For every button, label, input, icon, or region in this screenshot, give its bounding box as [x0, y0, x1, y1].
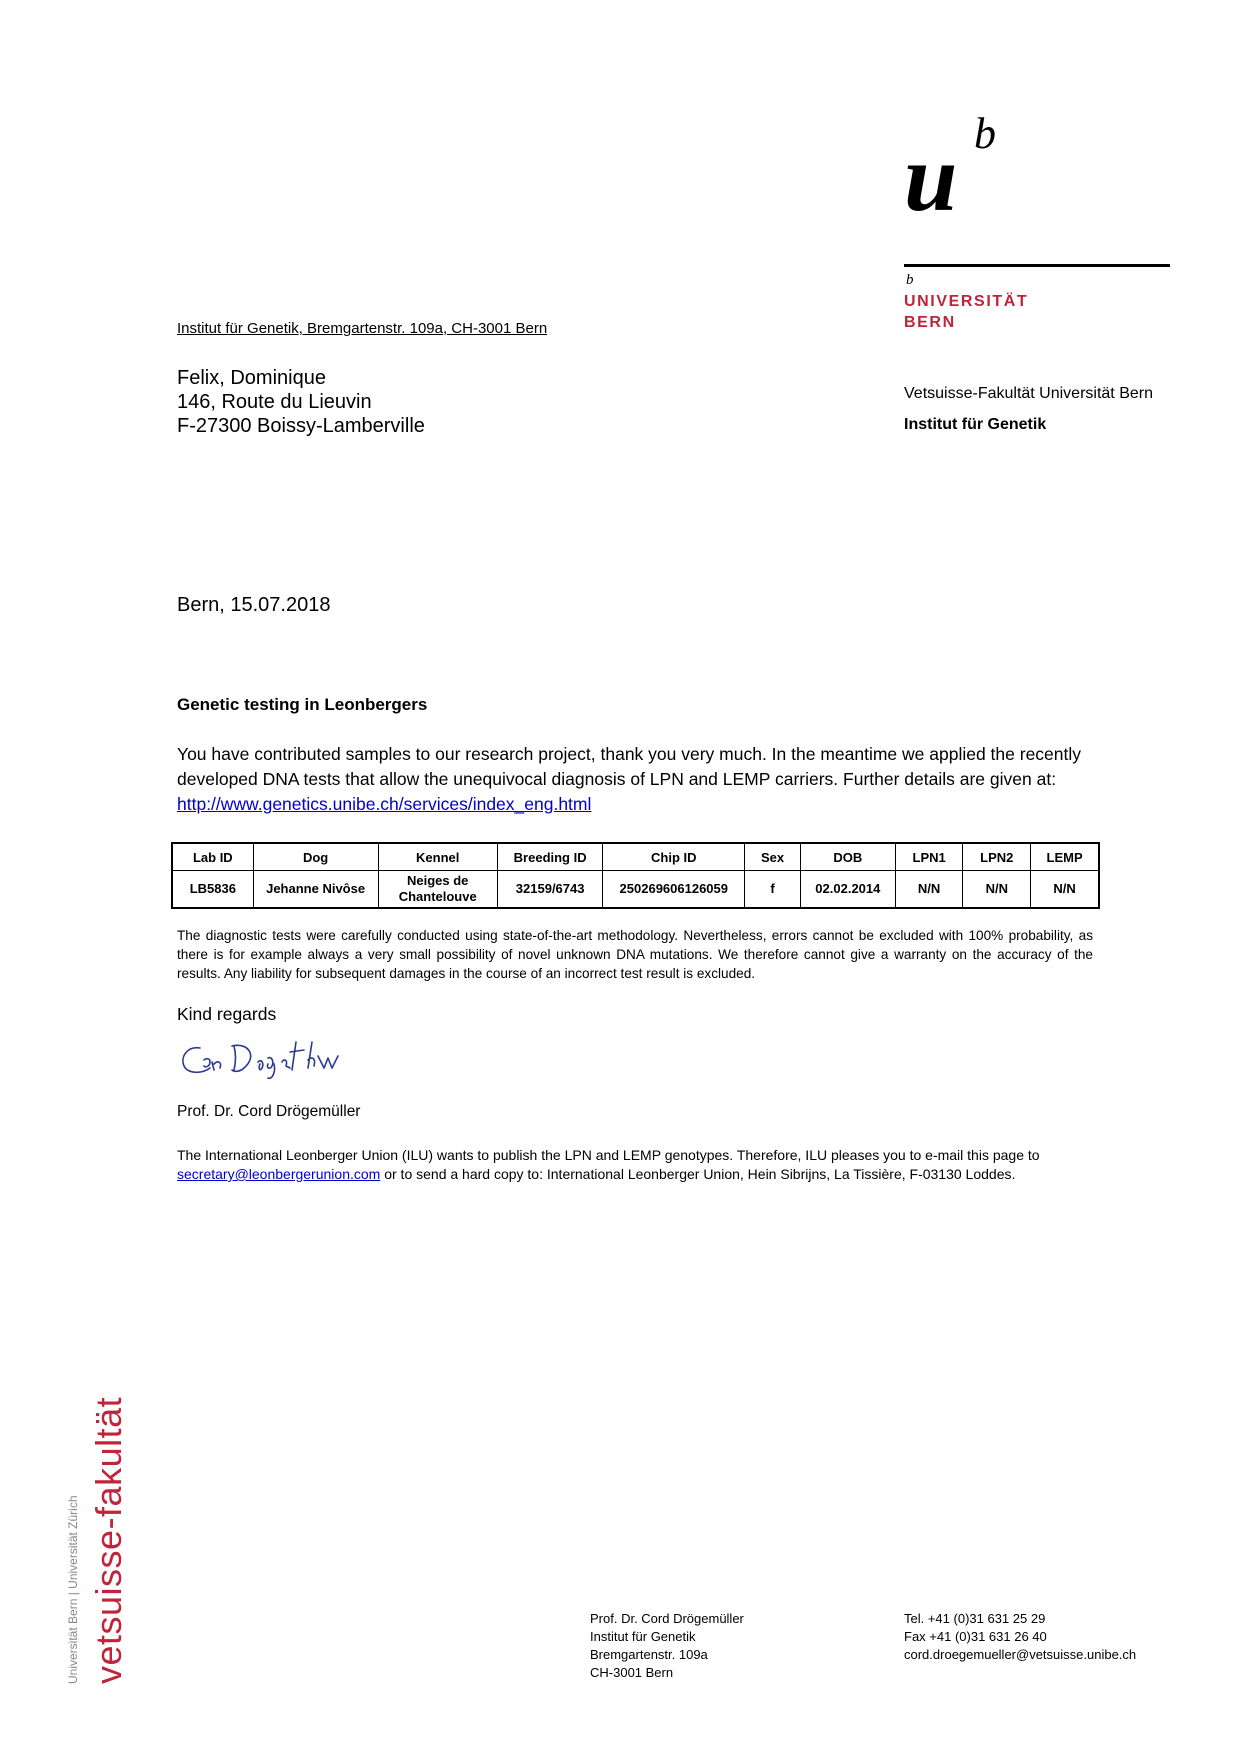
letter-subject: Genetic testing in Leonbergers	[177, 695, 428, 714]
col-header: DOB	[800, 843, 895, 871]
letter-date: Bern, 15.07.2018	[177, 594, 331, 616]
ilu-note	[177, 1146, 1102, 1184]
footer-address-line: Bremgartenstr. 109a	[590, 1647, 708, 1662]
recipient-address	[177, 366, 425, 438]
cell-breeding-id: 32159/6743	[497, 871, 603, 909]
services-link[interactable]: http://www.genetics.unibe.ch/services/index_eng.html	[177, 794, 592, 814]
university-logo	[904, 109, 1014, 231]
sender-address-line: Institut für Genetik, Bremgartenstr. 109a, CH-3001 Bern	[177, 320, 548, 337]
cell-lab-id: LB5836	[172, 871, 253, 909]
footer-email: cord.droegemueller@vetsuisse.unibe.ch	[904, 1647, 1137, 1662]
recipient-name: Felix, Dominique	[177, 367, 326, 389]
cell-chip-id: 250269606126059	[603, 871, 745, 909]
logo-divider	[904, 264, 1170, 267]
col-header: LEMP	[1031, 843, 1099, 871]
recipient-street: 146, Route du Lieuvin	[177, 391, 372, 413]
footer-phone: Tel. +41 (0)31 631 25 29	[904, 1611, 1046, 1626]
cell-sex: f	[745, 871, 801, 909]
footer-address	[590, 1610, 744, 1682]
ilu-text-before: The International Leonberger Union (ILU) wants to publish the LPN and LEMP genotypes. Therefore, ILU pleases you to e-mail this page to	[177, 1147, 1040, 1163]
university-name: UNIVERSITÄT BERN	[904, 293, 1029, 331]
col-header: Dog	[253, 843, 378, 871]
footer-fax: Fax +41 (0)31 631 26 40	[904, 1629, 1047, 1644]
cell-lpn1: N/N	[895, 871, 963, 909]
ilu-email-link[interactable]: secretary@leonbergerunion.com	[177, 1166, 381, 1182]
logo-small-b: b	[906, 272, 914, 288]
col-header: LPN1	[895, 843, 963, 871]
footer-address-line: Institut für Genetik	[590, 1629, 696, 1644]
disclaimer-text: The diagnostic tests were carefully conducted using state-of-the-art methodology. Nevertheless, errors cannot be excluded with 100% probability, as there is for example always a very small possibility of novel unknown DNA mutations. We therefore cannot give a warranty on the accuracy of the results. Any liability for subsequent damages in the course of an incorrect test result is excluded.	[177, 928, 1093, 981]
logo-letter-u: u	[904, 124, 958, 231]
handwritten-signature	[178, 1034, 378, 1088]
table-row	[172, 871, 1099, 909]
cell-lemp: N/N	[1031, 871, 1099, 909]
col-header: Sex	[745, 843, 801, 871]
col-header: Kennel	[378, 843, 497, 871]
closing-regards: Kind regards	[177, 1004, 277, 1024]
footer-address-line: CH-3001 Bern	[590, 1665, 674, 1680]
footer-contact	[904, 1610, 1136, 1664]
col-header: Breeding ID	[497, 843, 603, 871]
col-header: LPN2	[963, 843, 1031, 871]
footer-address-line: Prof. Dr. Cord Drögemüller	[590, 1611, 744, 1626]
side-brand-faculty: vetsuisse-fakultät	[88, 1396, 129, 1684]
cell-dog: Jehanne Nivôse	[253, 871, 378, 909]
col-header: Chip ID	[603, 843, 745, 871]
ilu-text-after: or to send a hard copy to: International Leonberger Union, Hein Sibrijns, La Tissière, F-03130 Loddes.	[380, 1166, 1016, 1182]
results-table	[171, 842, 1100, 909]
faculty-name: Vetsuisse-Fakultät Universität Bern	[904, 385, 1153, 402]
letter-body	[177, 742, 1102, 817]
institute-name: Institut für Genetik	[904, 416, 1047, 433]
cell-dob: 02.02.2014	[800, 871, 895, 909]
cell-lpn2: N/N	[963, 871, 1031, 909]
table-header-row	[172, 843, 1099, 871]
body-text: You have contributed samples to our research project, thank you very much. In the meantime we applied the recently developed DNA tests that allow the unequivocal diagnosis of LPN and LEMP carriers. Further details are given at:	[177, 744, 1082, 789]
recipient-city: F-27300 Boissy-Lamberville	[177, 415, 425, 437]
logo-letter-b: b	[974, 109, 996, 158]
side-brand-universities: Universität Bern | Universität Zürich	[66, 1495, 80, 1684]
col-header: Lab ID	[172, 843, 253, 871]
cell-kennel: Neiges de Chantelouve	[378, 871, 497, 909]
signer-name: Prof. Dr. Cord Drögemüller	[177, 1103, 361, 1120]
